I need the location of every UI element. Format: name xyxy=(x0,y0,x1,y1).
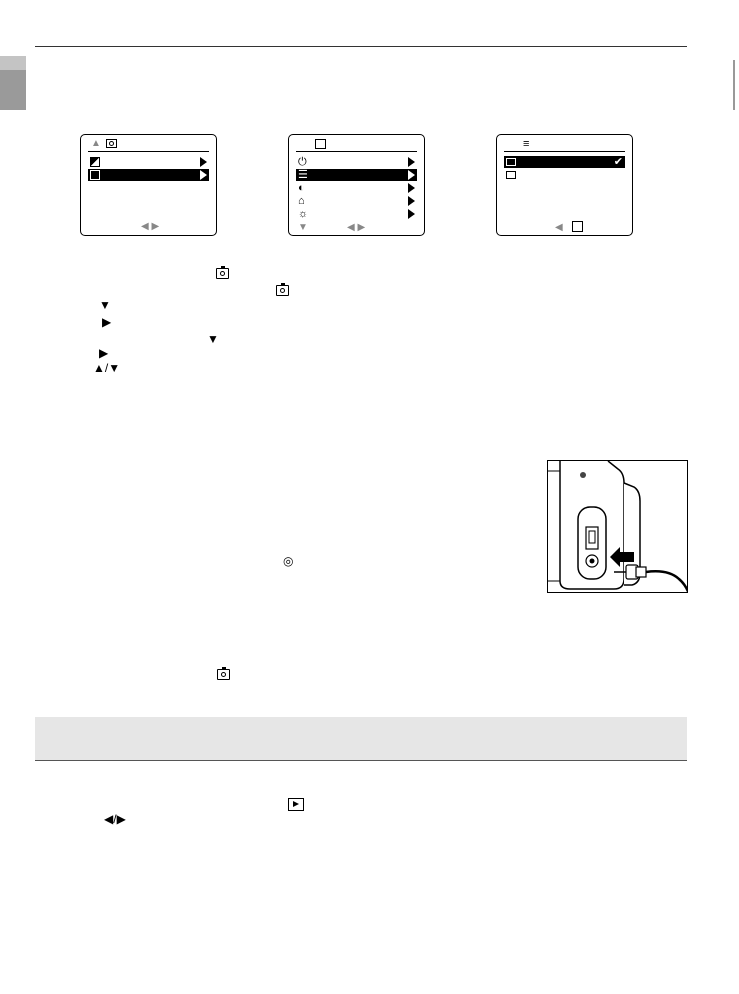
tv-icon xyxy=(506,158,516,166)
section-tab-highlight xyxy=(0,56,26,70)
up-down-arrows-icon: ▲/▼ xyxy=(93,361,121,375)
note-band xyxy=(35,717,687,761)
header-divider xyxy=(88,151,209,152)
av-port-illustration xyxy=(547,460,688,593)
right-arrow-icon xyxy=(200,170,207,180)
power-icon: ⏻ xyxy=(298,156,307,168)
menu-row-sound[interactable] xyxy=(296,182,417,194)
left-right-nav-icon: ◀ ▶ xyxy=(141,221,160,232)
camera-mode-icon xyxy=(217,669,230,680)
contrast-icon xyxy=(90,157,100,167)
right-edge-mark xyxy=(733,60,735,110)
down-arrow-icon: ▼ xyxy=(298,222,308,233)
menu-row-tv-pal[interactable] xyxy=(504,169,625,181)
right-arrow-icon xyxy=(408,157,415,167)
sound-icon: ◐ xyxy=(298,182,305,194)
right-arrow-icon xyxy=(408,183,415,193)
lcd-settings-menu xyxy=(288,134,425,236)
right-arrow-icon xyxy=(408,170,415,180)
setup-icon xyxy=(315,139,326,149)
header-divider xyxy=(296,151,417,152)
tv-icon xyxy=(506,171,516,179)
lcd-tv-menu xyxy=(496,134,633,236)
left-right-arrows-icon: ◀/▶ xyxy=(104,812,126,826)
menu-row-brightness[interactable] xyxy=(296,208,417,220)
lcd-capture-menu xyxy=(80,134,217,236)
list-icon: ≡ xyxy=(523,138,530,150)
up-arrow-icon: ▲ xyxy=(91,138,101,149)
camera-icon xyxy=(106,139,117,148)
right-arrow-icon: ▶ xyxy=(99,346,109,360)
check-icon: ✔ xyxy=(613,156,623,168)
right-arrow-icon: ▶ xyxy=(102,315,112,329)
power-icon: ◎ xyxy=(283,554,294,568)
camera-mode-icon xyxy=(216,268,229,279)
right-arrow-icon xyxy=(408,196,415,206)
right-arrow-icon xyxy=(408,209,415,219)
down-arrow-icon: ▼ xyxy=(99,298,111,312)
menu-row-reset[interactable] xyxy=(296,195,417,207)
left-right-nav-icon: ◀ ▶ xyxy=(347,222,366,233)
setup-icon xyxy=(90,170,100,180)
sun-icon: ☼ xyxy=(298,208,309,220)
camera-mode-icon xyxy=(276,285,289,296)
home-icon: ⌂ xyxy=(298,195,305,207)
header-rule xyxy=(35,46,687,47)
menu-row-tv-out[interactable] xyxy=(296,169,417,181)
playback-button-icon xyxy=(288,798,304,811)
ok-box-icon xyxy=(572,221,583,232)
header-divider xyxy=(504,151,625,152)
list-icon: ☰ xyxy=(298,169,308,181)
menu-row-image[interactable] xyxy=(88,156,209,168)
left-arrow-icon: ◀ xyxy=(555,222,563,233)
menu-row-tv-ntsc[interactable] xyxy=(504,156,625,168)
camera-side-drawing xyxy=(548,461,688,593)
right-arrow-icon xyxy=(200,157,207,167)
down-arrow-icon: ▼ xyxy=(207,332,219,346)
menu-row-power[interactable] xyxy=(296,156,417,168)
menu-row-setup[interactable] xyxy=(88,169,209,181)
